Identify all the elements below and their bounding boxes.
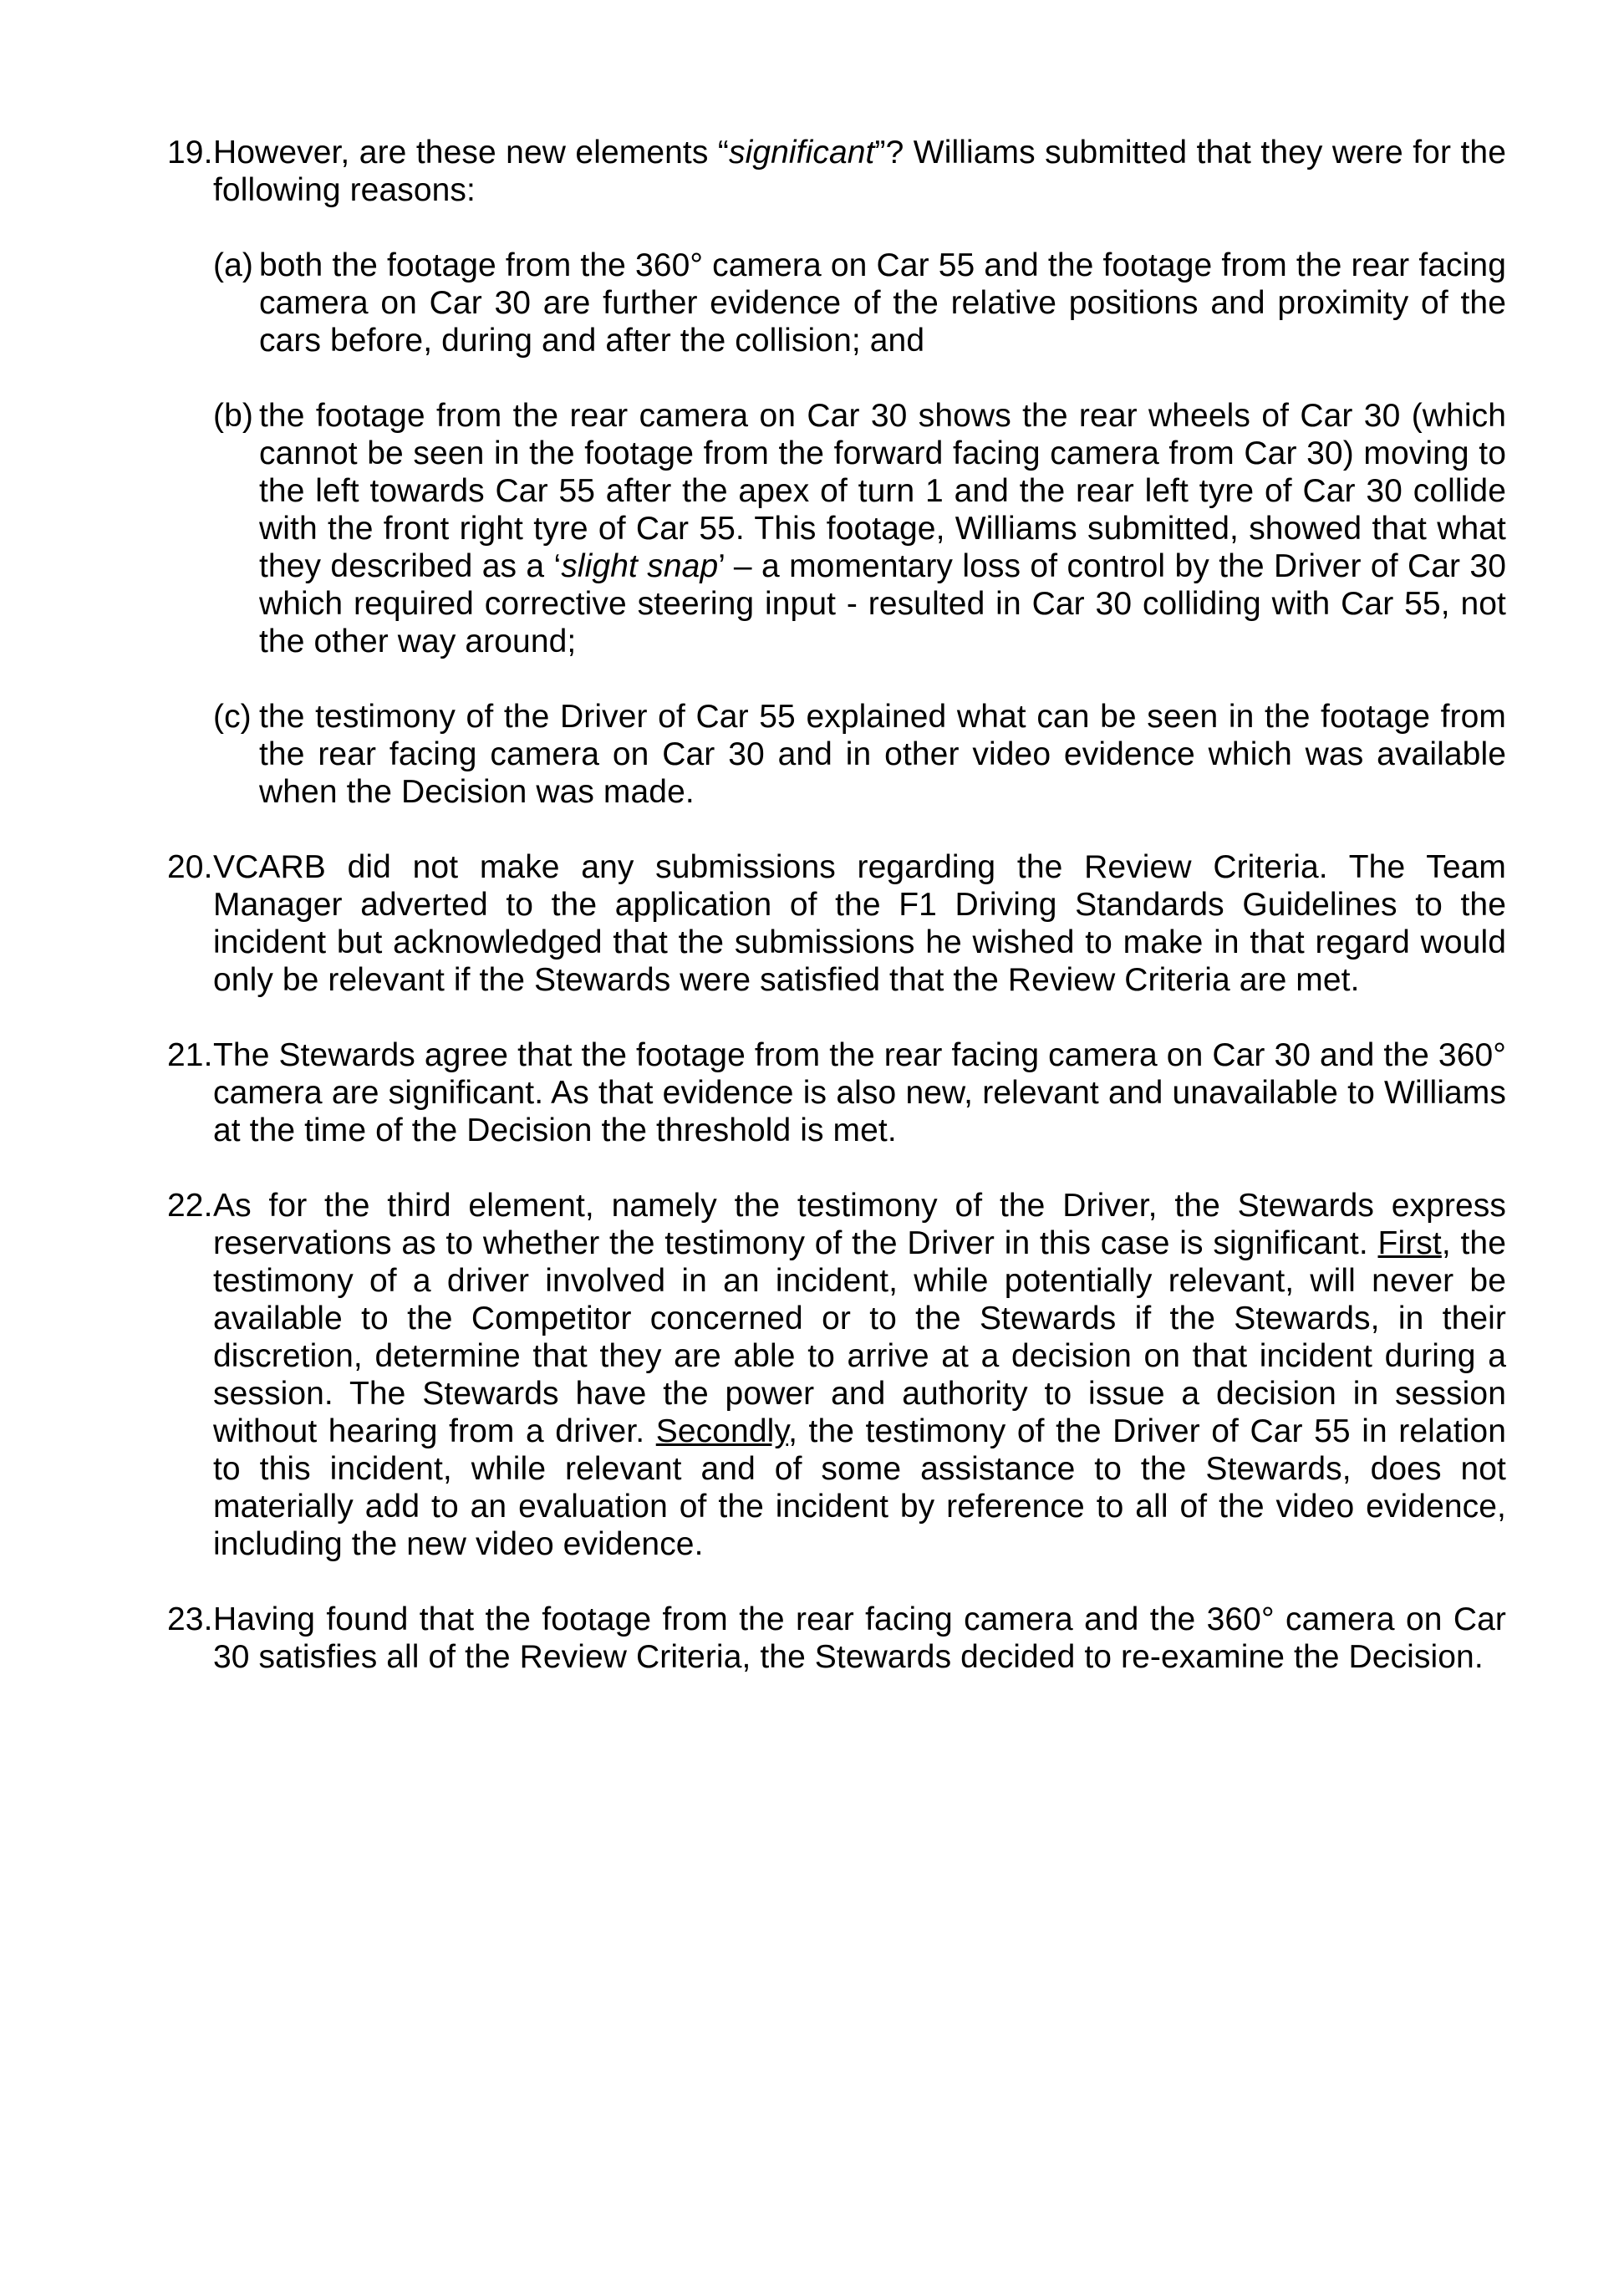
paragraph-text [259,247,1506,359]
paragraph-c [213,698,1506,811]
text-run: VCARB did not make any submissions regarding the Review Criteria. The Team Manager adverted to the application of the F1 Driving Standards Guidelines to the incident but acknowledged that the submissions he wished to make in that regard would only be relevant if the Stewards were satisfied that the Review Criteria are met. [213,849,1506,998]
paragraph-marker: (b) [213,398,253,434]
text-run: the testimony of the Driver of Car 55 explained what can be seen in the footage from the rear facing camera on Car 30 and in other video evidence which was available when the Decision was made. [259,699,1506,810]
paragraph-text [213,1037,1506,1148]
paragraph-marker: 23. [167,1601,213,1637]
paragraph-a [213,247,1506,359]
paragraph-19 [167,134,1506,209]
paragraph-text [213,1188,1506,1562]
text-run: However, are these new elements “ [213,135,729,171]
paragraph-21 [167,1036,1506,1149]
paragraph-text [213,135,1506,208]
paragraph-23 [167,1601,1506,1676]
text-run: As for the third element, namely the testimony of the Driver, the Stewards express reservations as to whether the testimony of the Driver in this case is significant. [213,1188,1506,1261]
paragraph-marker: 19. [167,135,213,171]
text-run: the footage from the rear camera on Car 30 shows the rear wheels of Car 30 (which cannot be seen in the footage from the forward facing camera from Car 30) moving to the left towards Car 55 after the apex of turn 1 and the rear left tyre of Car 30 collide with the front right tyre of Car 55. This footage, Williams submitted, showed that what they described as a ‘ [259,398,1506,584]
text-run: ’ – a momentary loss of control by the Driver of Car 30 which required corrective steering input - resulted in Car 30 colliding with Car 55, not the other way around; [259,548,1507,659]
text-run-italic: significant [728,135,875,171]
text-run: both the footage from the 360° camera on Car 55 and the footage from the rear facing camera on Car 30 are further evidence of the relative positions and proximity of the cars before, during and after the collision; and [259,247,1506,359]
text-run: ”? Williams submitted that they were for the following reasons: [213,135,1506,208]
paragraph-marker: (a) [213,247,253,283]
text-run: Having found that the footage from the rear facing camera and the 360° camera on Car 30 satisfies all of the Review Criteria, the Stewards decided to re-examine the Decision. [213,1601,1506,1675]
paragraph-marker: 22. [167,1188,213,1224]
paragraph-22 [167,1187,1506,1563]
paragraph-text [259,398,1506,659]
paragraph-text [213,1601,1506,1675]
paragraph-text [259,699,1506,810]
text-run-underline: Secondly [655,1413,789,1449]
paragraph-marker: 21. [167,1037,213,1073]
paragraph-marker: (c) [213,699,252,735]
text-run: , the testimony of a driver involved in an incident, while potentially relevant, will never be available to the Competitor concerned or to the Stewards if the Stewards, in their discretion, determine that they are able to arrive at a decision on that incident during a session. The Stewards have the power and authority to issue a decision in session without hearing from a driver. [213,1225,1506,1449]
document-body [167,134,1506,1676]
paragraph-20 [167,848,1506,999]
paragraph-marker: 20. [167,849,213,885]
text-run-italic: slight snap [561,548,719,584]
paragraph-text [213,849,1506,998]
text-run: The Stewards agree that the footage from the rear facing camera on Car 30 and the 360° camera are significant. As that evidence is also new, relevant and unavailable to Williams at the time of the Decision the threshold is met. [213,1037,1506,1148]
text-run-underline: First [1377,1225,1442,1261]
paragraph-b [213,397,1506,660]
text-run: , the testimony of the Driver of Car 55 in relation to this incident, while relevant and of some assistance to the Stewards, does not materially add to an evaluation of the incident by reference to all of the video evidence, including the new video evidence. [213,1413,1506,1562]
